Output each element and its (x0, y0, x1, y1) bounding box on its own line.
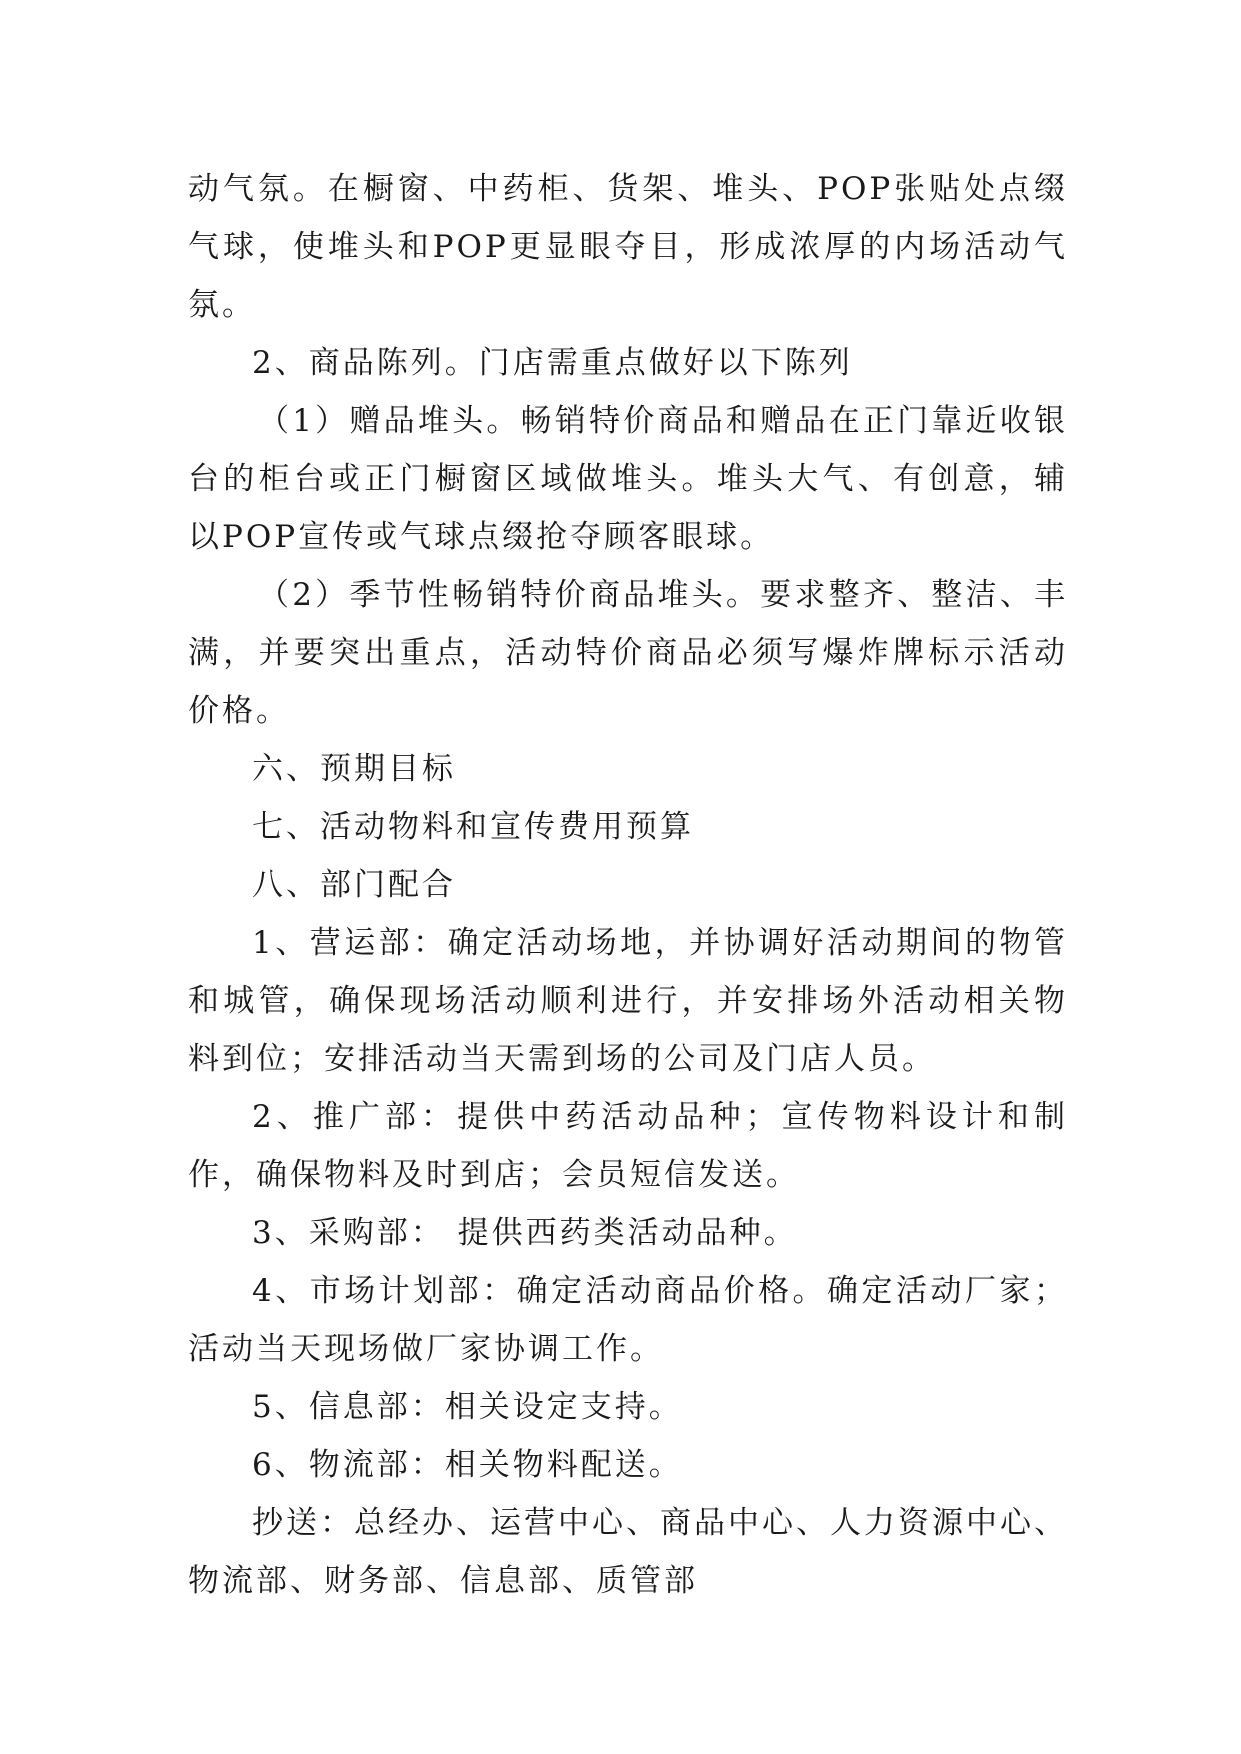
paragraph-gift-stack: （1）赠品堆头。畅销特价商品和赠品在正门靠近收银台的柜台或正门橱窗区域做堆头。堆头大气、有创意，辅以POP宣传或气球点缀抢夺顾客眼球。 (188, 403, 1068, 555)
paragraph-information-dept: 5、信息部：相关设定支持。 (252, 1389, 683, 1425)
paragraph-marketing-plan-dept: 4、市场计划部：确定活动商品价格。确定活动厂家；活动当天现场做厂家协调工作。 (188, 1273, 1068, 1367)
paragraph-promotion-dept: 2、推广部：提供中药活动品种；宣传物料设计和制作，确保物料及时到店；会员短信发送。 (188, 1099, 1068, 1193)
document-body (188, 160, 1068, 1610)
heading-department-cooperation: 八、部门配合 (252, 867, 456, 903)
paragraph-cc-list: 抄送：总经办、运营中心、商品中心、人力资源中心、物流部、财务部、信息部、质管部 (188, 1505, 1068, 1599)
paragraph-operations-dept: 1、营运部：确定活动场地，并协调好活动期间的物管和城管，确保现场活动顺利进行，并安排场外活动相关物料到位；安排活动当天需到场的公司及门店人员。 (188, 925, 1068, 1077)
paragraph-logistics-dept: 6、物流部：相关物料配送。 (252, 1447, 683, 1483)
paragraph-seasonal-stack: （2）季节性畅销特价商品堆头。要求整齐、整洁、丰满，并要突出重点，活动特价商品必须写爆炸牌标示活动价格。 (188, 577, 1068, 729)
paragraph-activity-atmosphere: 动气氛。在橱窗、中药柜、货架、堆头、POP张贴处点缀气球，使堆头和POP更显眼夺目，形成浓厚的内场活动气氛。 (188, 171, 1068, 323)
heading-materials-budget: 七、活动物料和宣传费用预算 (252, 809, 694, 845)
paragraph-purchasing-dept: 3、采购部： 提供西药类活动品种。 (252, 1215, 798, 1251)
paragraph-product-display: 2、商品陈列。门店需重点做好以下陈列 (252, 345, 853, 381)
heading-expected-goals: 六、预期目标 (252, 751, 456, 787)
